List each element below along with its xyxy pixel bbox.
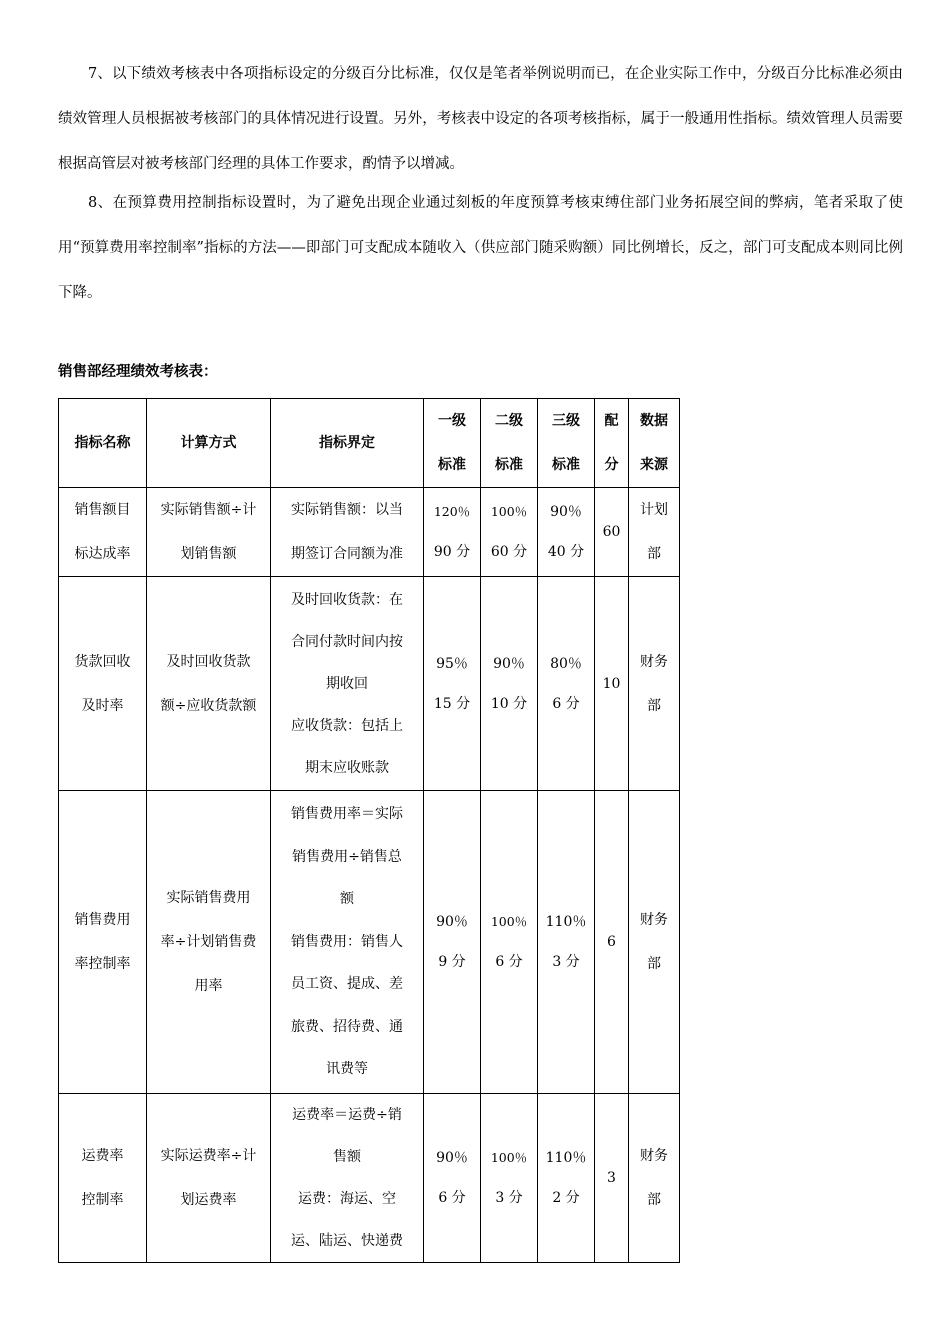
cell-source: 财务 部 xyxy=(629,577,680,791)
cell-name: 销售费用 率控制率 xyxy=(59,791,147,1094)
paragraph-7: 7、以下绩效考核表中各项指标设定的分级百分比标准，仅仅是笔者举例说明而已，在企业实际工作中，分级百分比标准必须由绩效管理人员根据被考核部门的具体情况进行设置。另外，考核表中设定的各项考核指标，属于一般通用性指标。绩效管理人员需要根据高管层对被考核部门经理的具体工作要求，酌情予以增减。 xyxy=(58,66,903,172)
cell-def: 实际销售额：以当 期签订合同额为准 xyxy=(271,488,424,577)
cell-level1: 95％ 15 分 xyxy=(424,577,481,791)
cell-def: 销售费用率＝实际 销售费用÷销售总 额 销售费用：销售人 员工资、提成、差 旅费、招待费、通 讯费等 xyxy=(271,791,424,1094)
header-calc: 计算方式 xyxy=(147,399,271,488)
header-level2: 二级 标准 xyxy=(481,399,538,488)
cell-source: 财务 部 xyxy=(629,1094,680,1263)
cell-calc: 实际销售费用 率÷计划销售费 用率 xyxy=(147,791,271,1094)
performance-table xyxy=(58,398,680,1263)
cell-name: 运费率 控制率 xyxy=(59,1094,147,1263)
cell-calc: 及时回收货款 额÷应收货款额 xyxy=(147,577,271,791)
cell-name: 货款回收 及时率 xyxy=(59,577,147,791)
cell-level1: 90％ 6 分 xyxy=(424,1094,481,1263)
cell-def: 运费率＝运费÷销 售额 运费：海运、空 运、陆运、快递费 xyxy=(271,1094,424,1263)
cell-def: 及时回收货款：在 合同付款时间内按 期收回 应收货款：包括上 期末应收账款 xyxy=(271,577,424,791)
cell-level2: 100％ 3 分 xyxy=(481,1094,538,1263)
cell-score: 10 xyxy=(595,577,629,791)
cell-level2: 100％ 60 分 xyxy=(481,488,538,577)
header-score: 配 分 xyxy=(595,399,629,488)
cell-calc: 实际运费率÷计 划运费率 xyxy=(147,1094,271,1263)
cell-level1: 90％ 9 分 xyxy=(424,791,481,1094)
cell-level3: 110％ 3 分 xyxy=(538,791,595,1094)
table-row xyxy=(59,1094,680,1263)
cell-source: 财务 部 xyxy=(629,791,680,1094)
table-row xyxy=(59,577,680,791)
header-def: 指标界定 xyxy=(271,399,424,488)
table-row xyxy=(59,791,680,1094)
cell-calc: 实际销售额÷计 划销售额 xyxy=(147,488,271,577)
header-row xyxy=(59,399,680,488)
header-source: 数据 来源 xyxy=(629,399,680,488)
cell-level1: 120％ 90 分 xyxy=(424,488,481,577)
paragraph-8: 8、在预算费用控制指标设置时，为了避免出现企业通过刻板的年度预算考核束缚住部门业务拓展空间的弊病，笔者采取了使用“预算费用率控制率”指标的方法——即部门可支配成本随收入（供应部门随采购额）同比例增长，反之，部门可支配成本则同比例下降。 xyxy=(58,195,903,301)
cell-score: 3 xyxy=(595,1094,629,1263)
cell-level3: 80％ 6 分 xyxy=(538,577,595,791)
header-level3: 三级 标准 xyxy=(538,399,595,488)
cell-level3: 110％ 2 分 xyxy=(538,1094,595,1263)
cell-level2: 100％ 6 分 xyxy=(481,791,538,1094)
table-row xyxy=(59,488,680,577)
cell-score: 60 xyxy=(595,488,629,577)
cell-source: 计划 部 xyxy=(629,488,680,577)
cell-level2: 90％ 10 分 xyxy=(481,577,538,791)
header-name: 指标名称 xyxy=(59,399,147,488)
cell-score: 6 xyxy=(595,791,629,1094)
header-level1: 一级 标准 xyxy=(424,399,481,488)
cell-name: 销售额目 标达成率 xyxy=(59,488,147,577)
table-title: 销售部经理绩效考核表： xyxy=(58,363,218,380)
cell-level3: 90％ 40 分 xyxy=(538,488,595,577)
